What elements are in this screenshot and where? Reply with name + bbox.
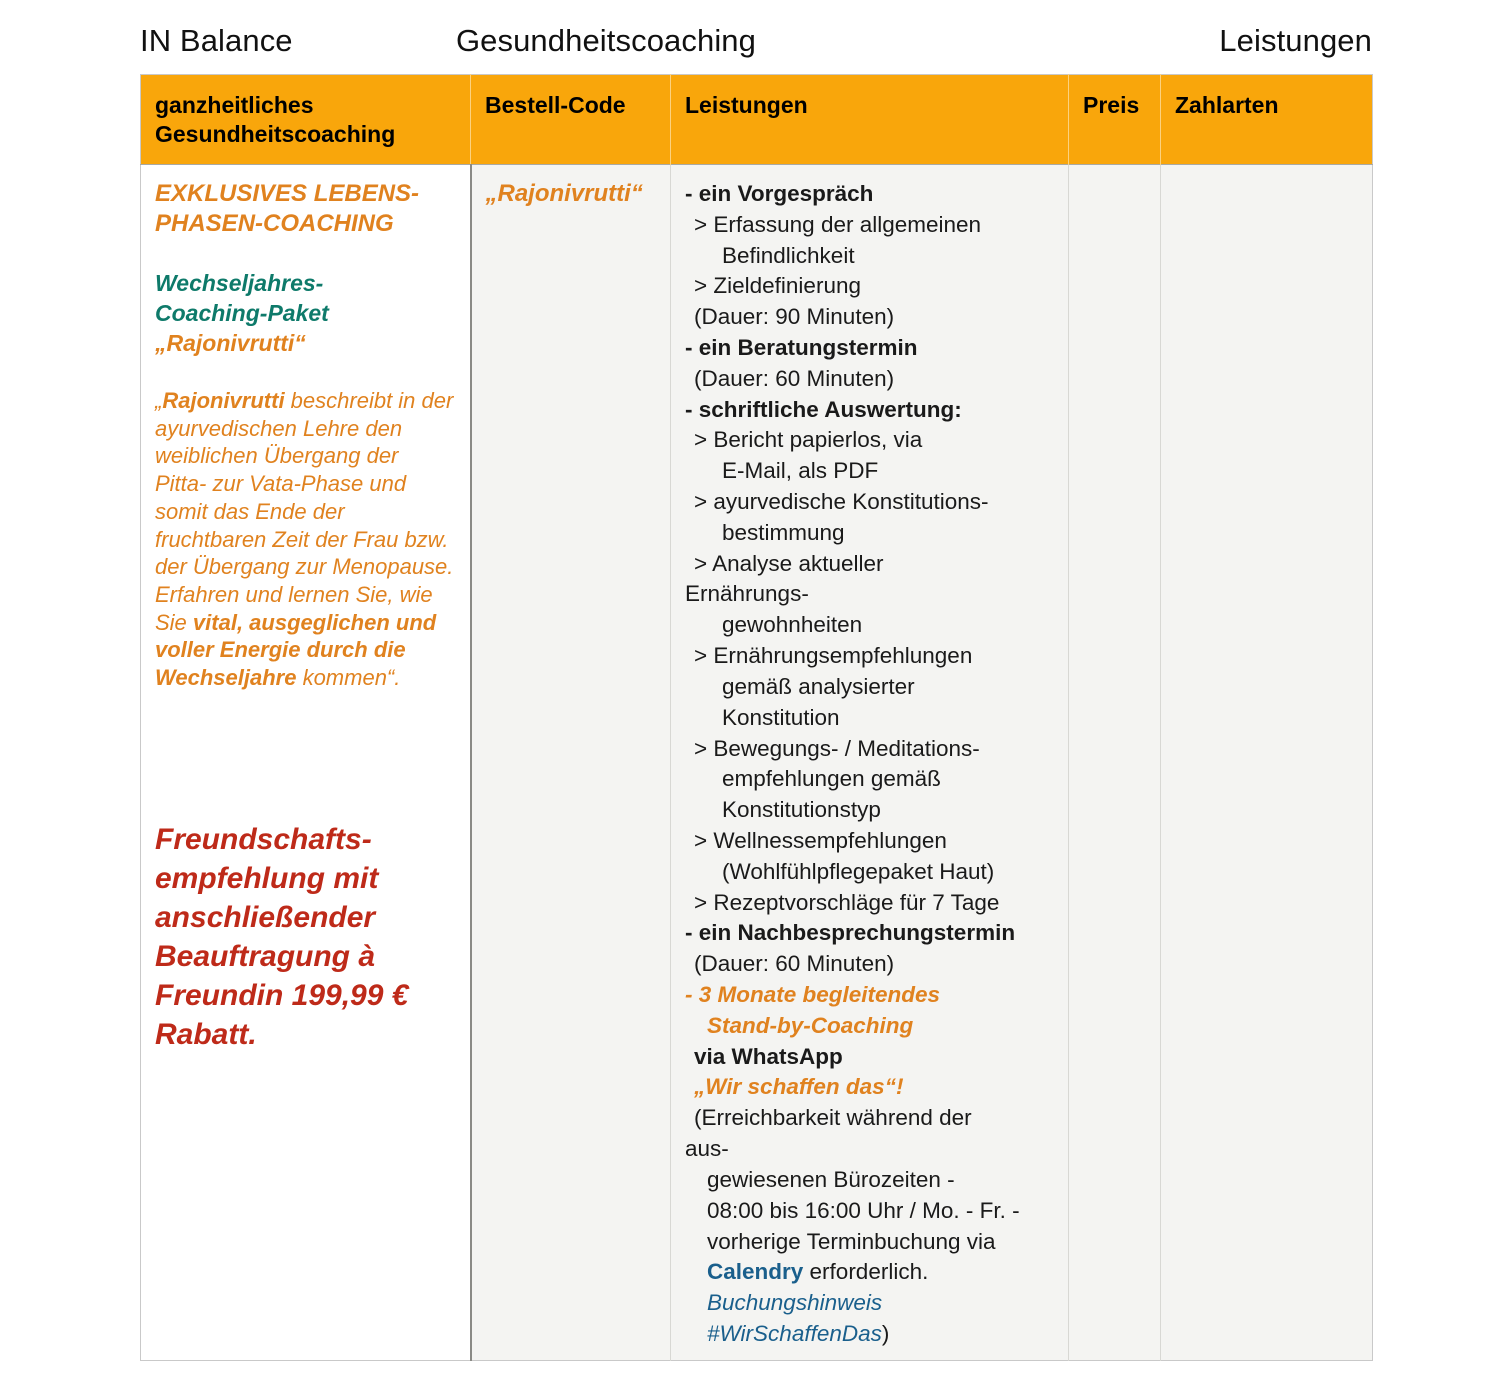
service-line: [685, 734, 1060, 765]
service-line: [685, 1165, 1060, 1196]
service-line: [685, 210, 1060, 241]
offer-subtitle-line3: „Rajonivrutti“: [155, 330, 306, 357]
service-line-text: > ayurvedische Konstitutions-: [694, 489, 989, 514]
column-header-payment: Zahlarten: [1161, 75, 1373, 165]
service-line-text: „Wir schaffen das“!: [694, 1074, 904, 1100]
service-line: [685, 302, 1060, 333]
service-line-text: (Dauer: 60 Minuten): [694, 951, 895, 977]
column-header-services: Leistungen: [671, 75, 1069, 165]
column-header-coaching: ganzheitliches Gesundheitscoaching: [141, 75, 471, 165]
service-line-text: > Erfassung der allgemeinen: [694, 211, 982, 237]
brand-title: IN Balance: [140, 23, 293, 58]
service-line: [685, 764, 1060, 795]
service-line: [685, 364, 1060, 395]
service-line: [685, 487, 1060, 518]
referral-discount-note: Freundschafts-empfehlung mit anschließender Beauftragung à Freundin 199,99 € Rabatt.: [155, 822, 409, 1051]
service-line: [685, 1288, 1060, 1319]
order-code-value: „Rajonivrutti“: [485, 179, 643, 207]
service-line: [685, 1072, 1060, 1103]
service-line: [685, 425, 1060, 456]
service-line: [685, 949, 1060, 980]
service-line: [685, 1011, 1060, 1042]
service-line: [685, 918, 1060, 949]
service-line-text: - ein Nachbesprechungstermin: [685, 920, 1016, 946]
service-line: [685, 980, 1060, 1011]
service-line: [685, 1042, 1060, 1073]
table-header-row: [141, 75, 1373, 165]
service-line-text: Ernährungs-: [685, 581, 809, 607]
service-line-text: Konstitution: [722, 704, 840, 730]
column-header-order-code: Bestell-Code: [471, 75, 671, 165]
service-line-text: (Wohlfühlpflegepaket Haut): [722, 858, 995, 884]
term-rajonivrutti: Rajonivrutti: [162, 388, 285, 414]
section-title: Leistungen: [1219, 23, 1372, 58]
offer-subtitle: [155, 269, 454, 359]
description-emphasis: vital, ausgeglichen und voller Energie durch die Wechseljahre: [155, 609, 437, 691]
service-line: [685, 456, 1060, 487]
service-line-text: > Rezeptvorschläge für 7 Tage: [694, 889, 1000, 915]
description-text-part2: kommen“.: [296, 665, 401, 691]
table-row: [141, 164, 1373, 1360]
offer-title-text: EXKLUSIVES LEBENS-PHASEN-COACHING: [155, 179, 420, 238]
service-line-text: #WirSchaffenDas: [707, 1320, 882, 1346]
service-line-text: 08:00 bis 16:00 Uhr / Mo. - Fr. -: [707, 1197, 1020, 1223]
cell-price: [1069, 164, 1161, 1360]
service-line-text: Buchungshinweis: [707, 1290, 883, 1316]
service-line: [685, 549, 1060, 580]
service-line: [685, 1103, 1060, 1134]
service-line: [685, 610, 1060, 641]
service-line-text: - 3 Monate begleitendes: [685, 982, 941, 1007]
cell-payment-methods: [1161, 164, 1373, 1360]
service-line: [685, 1227, 1060, 1258]
service-line-tail: erforderlich.: [803, 1259, 929, 1285]
service-line-text: aus-: [685, 1136, 729, 1162]
service-line-text: Konstitutionstyp: [722, 797, 881, 823]
service-line: [685, 271, 1060, 302]
service-line-text: (Dauer: 60 Minuten): [694, 365, 895, 391]
service-line: [685, 795, 1060, 826]
service-line-text: (Dauer: 90 Minuten): [694, 304, 895, 330]
service-line: [685, 826, 1060, 857]
service-line: [685, 179, 1060, 210]
service-line: [685, 703, 1060, 734]
cell-order-code: [471, 164, 671, 1360]
service-line-text: vorherige Terminbuchung via: [707, 1228, 996, 1254]
cell-services: [671, 164, 1069, 1360]
service-line: [685, 672, 1060, 703]
service-line-text: via WhatsApp: [694, 1043, 843, 1069]
offer-title: [155, 179, 454, 239]
document-title: Gesundheitscoaching: [455, 23, 756, 58]
service-line-text: - ein Vorgespräch: [685, 180, 874, 206]
column-header-price: Preis: [1069, 75, 1161, 165]
service-line-text: > Zieldefinierung: [694, 273, 861, 299]
service-line-text: > Ernährungsempfehlungen: [694, 643, 973, 669]
service-line-text: Calendry: [707, 1259, 804, 1285]
service-line-text: bestimmung: [722, 519, 845, 545]
offer-subtitle-line1: Wechseljahres-: [155, 270, 324, 297]
service-line: [685, 579, 1060, 610]
service-line: [685, 641, 1060, 672]
description-text-part1: beschreibt in der ayurvedischen Lehre den weiblichen Übergang der Pitta- zur Vata-Phase und somit das Ende der fruchtbaren Zeit der Frau bzw. der Übergang zur Menopause. Erfahren und lernen Sie, wie Sie: [155, 388, 454, 635]
service-line-text: gewohnheiten: [722, 612, 863, 638]
cell-coaching-description: [141, 164, 471, 1360]
service-line-text: - ein Beratungstermin: [685, 334, 918, 360]
service-line-text: Stand-by-Coaching: [707, 1012, 914, 1038]
offer-description-paragraph: [155, 387, 454, 692]
page-header: [140, 18, 1372, 64]
service-line-text: (Erreichbarkeit während der: [694, 1105, 972, 1131]
service-line-text: empfehlungen gemäß: [722, 766, 941, 792]
service-line: [685, 333, 1060, 364]
service-line-text: gemäß analysierter: [722, 673, 915, 699]
service-line-text: Befindlichkeit: [722, 242, 855, 268]
service-line-text: - schriftliche Auswertung:: [685, 396, 962, 422]
service-line: [685, 1257, 1060, 1288]
service-line-text: E-Mail, als PDF: [722, 458, 879, 484]
quote-open: „: [155, 388, 163, 414]
service-line: [685, 888, 1060, 919]
service-line: [685, 1196, 1060, 1227]
services-list: [685, 179, 1060, 1350]
service-line-text: > Wellnessempfehlungen: [694, 827, 947, 853]
service-line: [685, 241, 1060, 272]
service-line: [685, 518, 1060, 549]
service-line-text: > Bewegungs- / Meditations-: [694, 735, 980, 761]
service-line-text: > Analyse aktueller: [694, 550, 884, 576]
service-line: [685, 857, 1060, 888]
service-line-text: > Bericht papierlos, via: [694, 427, 923, 453]
service-line: [685, 1134, 1060, 1165]
service-line-text: gewiesenen Bürozeiten -: [707, 1166, 955, 1192]
services-table: [140, 74, 1373, 1361]
service-line: [685, 1319, 1060, 1350]
service-line: [685, 395, 1060, 426]
service-line-tail: ): [881, 1320, 890, 1346]
offer-subtitle-line2: Coaching-Paket: [155, 300, 329, 327]
